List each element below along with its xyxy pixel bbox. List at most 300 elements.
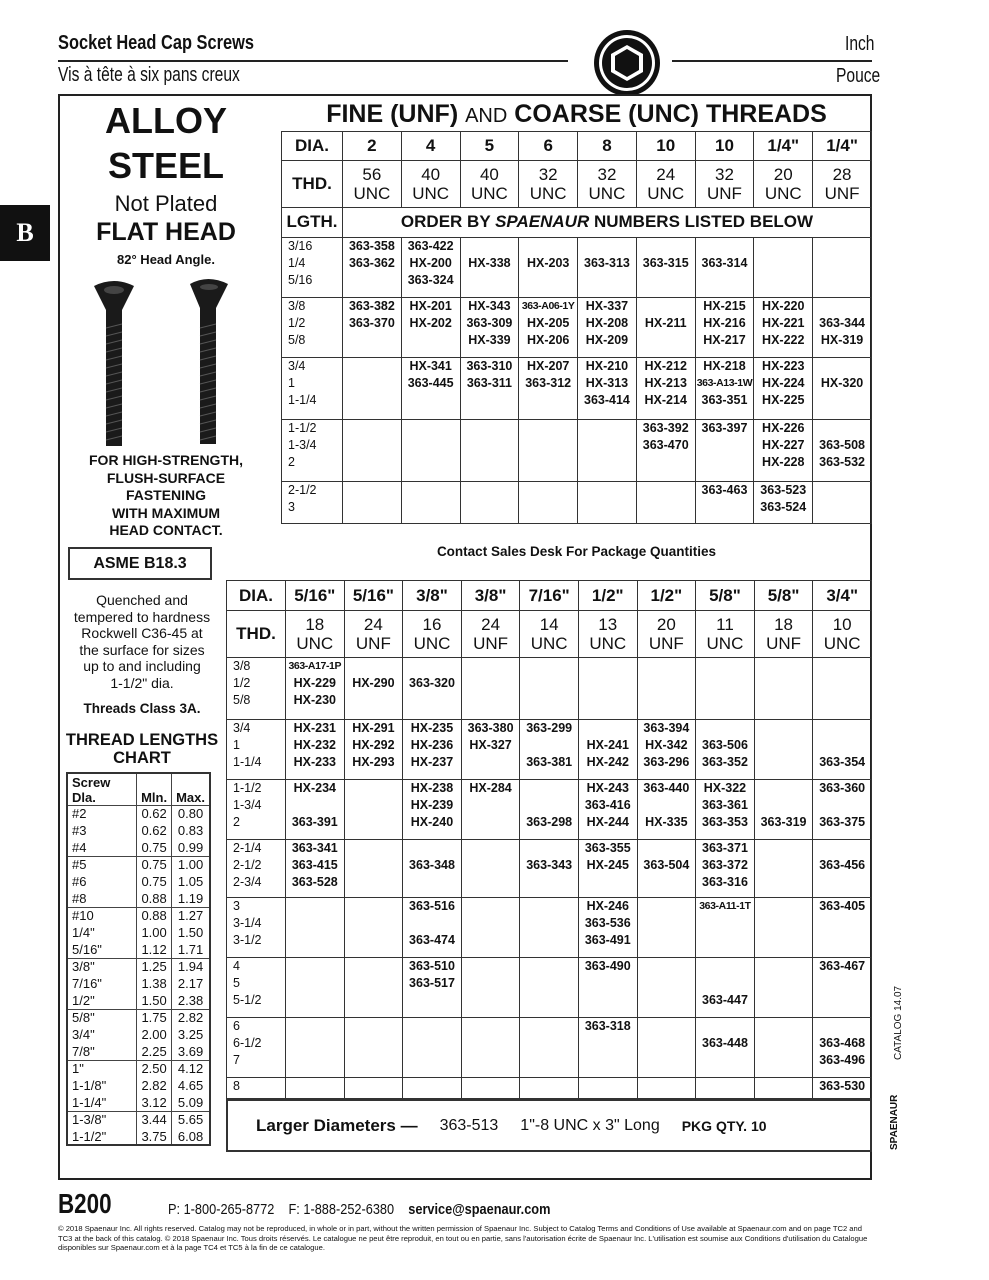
part-number-cell <box>519 297 578 357</box>
part-number-cell <box>813 481 872 523</box>
part-number-cell <box>344 1078 403 1100</box>
thread-header-line: UNC <box>823 634 861 653</box>
part-number[interactable]: 363-496 <box>819 1053 866 1067</box>
thread-header-line: 20 <box>656 615 676 634</box>
part-number[interactable]: HX-202 <box>409 315 452 330</box>
part-number <box>813 420 871 437</box>
part-number-cell <box>460 297 519 357</box>
part-number[interactable]: 363-360 <box>819 781 866 795</box>
table-title <box>282 98 872 131</box>
part-number[interactable]: HX-338 <box>468 255 511 270</box>
part-number[interactable]: 363-445 <box>407 375 454 390</box>
part-number[interactable]: 363-504 <box>643 858 690 872</box>
part-number[interactable]: 363-468 <box>819 1036 866 1050</box>
thread-header-line: UNF <box>766 634 802 653</box>
part-number[interactable]: 363-530 <box>819 1079 866 1093</box>
length-value: 5/8 <box>288 332 306 347</box>
part-number[interactable]: HX-343 <box>468 298 511 313</box>
part-number[interactable]: HX-223 <box>762 358 805 373</box>
chart-cell: 1-1/2" <box>67 1128 137 1145</box>
part-number-cell <box>519 481 578 523</box>
table-row <box>227 780 872 840</box>
part-number-cell <box>754 720 813 780</box>
chart-row <box>67 856 210 873</box>
footer-contact <box>168 1201 550 1218</box>
table-row <box>282 357 872 419</box>
part-number[interactable]: 363-506 <box>702 738 748 752</box>
part-number[interactable]: 363-312 <box>525 375 572 390</box>
part-number[interactable]: HX-210 <box>585 358 629 373</box>
part-number[interactable]: HX-319 <box>820 332 864 347</box>
part-number[interactable]: HX-238 <box>410 781 454 795</box>
chart-cell: 1.00 <box>137 924 172 941</box>
part-number[interactable]: HX-290 <box>352 676 395 690</box>
dia-header: 6 <box>519 131 578 160</box>
part-number <box>813 298 871 315</box>
thread-header-line: UNC <box>589 634 627 653</box>
part-number <box>813 840 871 857</box>
part-number[interactable]: 363-316 <box>702 875 748 889</box>
part-number-cell <box>636 357 695 419</box>
part-number[interactable]: 363-394 <box>643 721 690 735</box>
dia-header: 3/4" <box>813 581 872 611</box>
chart-title-line: THREAD LENGTHS <box>65 731 219 749</box>
part-number[interactable]: HX-220 <box>762 298 805 313</box>
chart-cell: 4.12 <box>172 1060 210 1077</box>
length-value: 8 <box>233 1079 240 1093</box>
part-number-cell <box>286 1018 345 1078</box>
part-number[interactable]: 363-375 <box>819 815 866 829</box>
table-row <box>282 419 872 481</box>
chart-cell: 5.09 <box>172 1094 210 1111</box>
part-number[interactable]: HX-207 <box>526 358 570 373</box>
thread-class: Threads Class 3A. <box>83 701 201 716</box>
part-number[interactable]: HX-208 <box>585 315 629 330</box>
thread-header-line: UNC <box>470 183 508 203</box>
part-number-cell <box>636 419 695 481</box>
part-number[interactable]: 363-352 <box>702 755 748 769</box>
part-number <box>286 797 344 814</box>
part-number[interactable]: 363-532 <box>819 454 865 469</box>
part-number[interactable]: 363-510 <box>409 959 455 973</box>
part-number[interactable]: 363-414 <box>584 392 630 407</box>
part-number[interactable]: HX-337 <box>585 298 629 313</box>
part-number[interactable]: HX-236 <box>410 738 454 752</box>
chart-cell: 1.38 <box>137 975 172 992</box>
part-number-cell <box>286 720 345 780</box>
part-number <box>578 238 636 255</box>
thread-header-line: 32 <box>538 164 558 184</box>
thread-header <box>754 160 813 207</box>
part-number[interactable]: HX-284 <box>469 781 512 795</box>
part-number-cell <box>520 958 579 1018</box>
part-number[interactable]: 363-298 <box>526 815 573 829</box>
part-number[interactable]: HX-233 <box>293 755 336 769</box>
part-number[interactable]: HX-201 <box>409 298 452 313</box>
part-number[interactable]: 363-391 <box>291 815 338 829</box>
part-number[interactable]: HX-241 <box>586 738 629 752</box>
part-number[interactable]: 363-370 <box>348 315 395 330</box>
part-number-cell <box>696 658 755 720</box>
part-number[interactable]: HX-234 <box>293 781 336 795</box>
part-number[interactable]: HX-339 <box>468 332 511 347</box>
thread-header-line: 16 <box>422 615 442 634</box>
part-number[interactable]: HX-215 <box>703 298 746 313</box>
part-number[interactable]: HX-229 <box>293 676 336 690</box>
part-number[interactable]: 363-354 <box>819 755 866 769</box>
chart-row <box>67 1077 210 1094</box>
part-number[interactable]: HX-222 <box>762 332 805 347</box>
part-number-cell <box>344 720 403 780</box>
flat-head-screw-image <box>88 278 248 450</box>
unit-label: Inch <box>845 33 875 55</box>
part-number[interactable]: HX-244 <box>586 815 629 829</box>
chart-cell: 0.62 <box>137 822 172 839</box>
dia-header: 2 <box>343 131 402 160</box>
part-number[interactable]: HX-225 <box>762 392 805 407</box>
part-number[interactable]: HX-211 <box>644 315 687 330</box>
part-number[interactable]: HX-203 <box>526 255 570 270</box>
chart-cell: 1.94 <box>172 958 210 975</box>
thread-header-line: 28 <box>832 164 852 184</box>
part-number[interactable]: HX-313 <box>585 375 629 390</box>
part-number[interactable]: 363-372 <box>702 858 748 872</box>
part-number[interactable]: HX-239 <box>410 798 454 812</box>
feature-line: FASTENING <box>125 487 207 503</box>
length-cell <box>227 658 286 720</box>
part-number[interactable]: HX-246 <box>586 899 629 913</box>
part-number[interactable]: HX-243 <box>586 781 629 795</box>
part-number[interactable]: 363-314 <box>701 255 748 270</box>
part-number[interactable]: HX-292 <box>352 738 395 752</box>
part-number-cell <box>636 237 695 297</box>
chart-group <box>67 1060 210 1111</box>
chart-cell: 3.12 <box>137 1094 172 1111</box>
part-number-cell <box>754 297 813 357</box>
part-number[interactable]: 363-324 <box>407 272 454 287</box>
thread-header-line: UNC <box>706 634 744 653</box>
part-number[interactable]: HX-205 <box>526 315 570 330</box>
part-number[interactable]: 363-448 <box>702 1036 748 1050</box>
part-number[interactable]: 363-523 <box>760 482 807 497</box>
part-number[interactable]: 363-528 <box>291 875 338 889</box>
part-number-cell <box>637 720 696 780</box>
part-number-cell <box>520 720 579 780</box>
length-cell <box>282 419 343 481</box>
part-number[interactable]: 363-536 <box>584 916 631 930</box>
dia-header: 4 <box>401 131 460 160</box>
part-number-cell <box>344 1018 403 1078</box>
part-number-cell <box>461 720 520 780</box>
part-number[interactable]: HX-293 <box>352 755 395 769</box>
part-number[interactable]: 363-310 <box>466 358 513 373</box>
thread-header-line: 20 <box>773 164 793 184</box>
part-number <box>813 797 871 814</box>
part-number[interactable]: HX-209 <box>585 332 629 347</box>
part-number-cell <box>403 1078 462 1100</box>
part-number[interactable]: HX-240 <box>410 815 454 829</box>
part-number[interactable]: 363-440 <box>643 781 690 795</box>
part-number-cell <box>461 1078 520 1100</box>
part-number[interactable]: 363-467 <box>819 959 866 973</box>
part-number-cell <box>637 1078 696 1100</box>
chart-header: Max. <box>172 773 210 805</box>
thread-header <box>343 160 402 207</box>
part-number[interactable]: 363-381 <box>526 755 573 769</box>
contact-note: Contact Sales Desk For Package Quantities <box>436 544 717 559</box>
part-number <box>579 720 637 737</box>
title-fine: FINE (UNF) <box>326 99 459 128</box>
part-number[interactable]: HX-322 <box>703 781 747 795</box>
part-number[interactable]: HX-200 <box>409 255 452 270</box>
part-number-cell <box>637 780 696 840</box>
larger-sizes-table <box>226 580 872 1100</box>
part-number <box>403 915 461 932</box>
length-value: 1-3/4 <box>288 437 317 452</box>
table-row <box>227 840 872 898</box>
chart-cell: 1.12 <box>137 941 172 958</box>
part-number-cell <box>578 720 637 780</box>
chart-cell: 1.27 <box>172 907 210 924</box>
treatment-line: the surface for sizes <box>79 641 205 658</box>
table-row <box>227 1078 872 1100</box>
part-number[interactable]: 363-343 <box>526 858 573 872</box>
catalog-version: CATALOG 14.07 <box>893 985 904 1060</box>
length-cell <box>227 1018 286 1078</box>
part-number[interactable]: HX-291 <box>352 721 395 735</box>
part-number[interactable]: 363-355 <box>584 841 631 855</box>
brand-text: SPAENAUR <box>495 212 590 231</box>
chart-cell: 3/4" <box>67 1026 137 1043</box>
part-number-cell <box>578 481 637 523</box>
part-number[interactable]: 363-463 <box>701 482 748 497</box>
part-number[interactable]: 363-470 <box>642 437 689 452</box>
part-number[interactable]: 363-397 <box>701 420 748 435</box>
part-number-cell <box>637 1018 696 1078</box>
length-value: 3/4 <box>288 358 306 373</box>
length-value: 1/2 <box>288 315 306 330</box>
part-number[interactable]: 363-351 <box>701 392 748 407</box>
part-number[interactable]: HX-230 <box>293 693 336 707</box>
part-number[interactable]: 363-341 <box>291 841 338 855</box>
page-subtitle: Vis à tête à six pans creux <box>58 64 240 86</box>
part-number[interactable]: 363-361 <box>702 798 748 812</box>
thread-header-line: 40 <box>421 164 441 184</box>
part-number-cell <box>343 419 402 481</box>
part-number[interactable]: HX-237 <box>410 755 454 769</box>
part-number[interactable]: 363-517 <box>409 976 455 990</box>
part-number[interactable]: HX-242 <box>586 755 629 769</box>
part-number[interactable]: HX-231 <box>293 721 336 735</box>
part-number[interactable]: 363-311 <box>466 375 512 390</box>
part-number <box>461 238 519 255</box>
part-number[interactable]: 363-382 <box>348 298 395 313</box>
part-number[interactable]: 363-490 <box>584 959 631 973</box>
chart-group <box>67 1111 210 1145</box>
part-number[interactable]: HX-217 <box>703 332 746 347</box>
part-number[interactable]: 363-422 <box>407 238 454 253</box>
head-angle: 82° Head Angle. <box>117 252 215 267</box>
part-number[interactable]: HX-228 <box>762 454 805 469</box>
part-number[interactable]: 363-474 <box>409 933 455 947</box>
thread-header <box>286 611 345 658</box>
part-number[interactable]: HX-235 <box>410 721 454 735</box>
part-number-cell <box>520 658 579 720</box>
chart-group <box>67 856 210 907</box>
treatment-line: up to and including <box>83 658 201 674</box>
part-number-cell <box>754 898 813 958</box>
part-number[interactable]: HX-216 <box>703 315 746 330</box>
chart-group <box>67 805 210 856</box>
part-number[interactable]: HX-341 <box>409 358 452 373</box>
length-value: 3-1/2 <box>233 933 262 947</box>
part-number[interactable]: HX-212 <box>644 358 687 373</box>
length-cell <box>227 720 286 780</box>
part-number-cell <box>695 297 754 357</box>
table-row <box>282 297 872 357</box>
part-number[interactable]: 363-319 <box>760 815 807 829</box>
length-value: 2-1/4 <box>233 841 262 855</box>
part-number[interactable]: 363-318 <box>584 1019 631 1033</box>
part-number-cell <box>461 1018 520 1078</box>
chart-cell: 2.38 <box>172 992 210 1009</box>
part-number[interactable]: 363-405 <box>819 899 866 913</box>
chart-row <box>67 975 210 992</box>
part-number[interactable]: 363-A13-1W <box>696 376 753 389</box>
chart-cell: 3.75 <box>137 1128 172 1145</box>
part-number[interactable]: HX-206 <box>526 332 570 347</box>
part-number <box>519 238 577 255</box>
thread-header-line: UNC <box>764 183 802 203</box>
part-number[interactable]: HX-227 <box>762 437 805 452</box>
larger-label: Larger Diameters — <box>256 1115 418 1135</box>
thread-header-line: 11 <box>716 615 734 634</box>
chart-row <box>67 1111 210 1128</box>
part-number[interactable]: 363-353 <box>702 815 748 829</box>
thread-header-line: 24 <box>363 615 383 634</box>
part-number[interactable]: HX-320 <box>820 375 864 390</box>
part-number[interactable]: 363-315 <box>642 255 689 270</box>
thread-header <box>813 611 872 658</box>
part-number[interactable]: 363-456 <box>819 858 866 872</box>
chart-row <box>67 1060 210 1077</box>
part-number[interactable]: 363-313 <box>584 255 630 270</box>
length-value: 1 <box>288 375 295 390</box>
thread-header-line: UNF <box>355 634 391 653</box>
part-number[interactable]: 363-491 <box>584 933 631 947</box>
part-number-cell <box>636 481 695 523</box>
part-number-cell <box>813 840 872 898</box>
length-cell <box>227 780 286 840</box>
part-number[interactable]: 363-524 <box>760 499 807 514</box>
part-number[interactable]: HX-335 <box>645 815 688 829</box>
part-number[interactable]: 363-A17-1P <box>288 660 342 672</box>
chart-cell: 0.75 <box>137 873 172 890</box>
part-number[interactable]: 363-320 <box>409 676 455 690</box>
part-number[interactable]: HX-245 <box>586 858 629 872</box>
part-number <box>638 840 696 857</box>
length-cell <box>227 958 286 1018</box>
chart-cell: 1-1/4" <box>67 1094 137 1111</box>
hex-socket-icon <box>592 28 662 98</box>
part-number[interactable]: HX-213 <box>644 375 687 390</box>
chart-cell: 7/8" <box>67 1043 137 1060</box>
dia-header: 3/8" <box>461 581 520 611</box>
part-number-cell <box>403 840 462 898</box>
part-number[interactable]: 363-447 <box>702 993 748 1007</box>
part-number[interactable]: 363-296 <box>643 755 690 769</box>
part-number[interactable]: 363-344 <box>819 315 865 330</box>
thread-header-line: 32 <box>597 164 617 184</box>
part-number-cell <box>520 1018 579 1078</box>
chart-cell: 4.65 <box>172 1077 210 1094</box>
features-text <box>60 452 272 540</box>
dia-header: 1/4" <box>813 131 872 160</box>
part-number[interactable]: 363-392 <box>642 420 689 435</box>
part-number-cell <box>754 1078 813 1100</box>
chart-cell: 1/2" <box>67 992 137 1009</box>
part-number[interactable]: HX-221 <box>762 315 805 330</box>
part-number[interactable]: 363-362 <box>348 255 395 270</box>
part-number[interactable]: 363-A11-1T <box>699 900 751 912</box>
part-number-cell <box>754 780 813 840</box>
chart-cell: 1-1/8" <box>67 1077 137 1094</box>
part-number-cell <box>460 419 519 481</box>
thread-header-line: UNC <box>296 634 334 653</box>
part-number-cell <box>695 357 754 419</box>
unit-label-fr: Pouce <box>836 65 881 87</box>
part-number[interactable]: 363-380 <box>467 721 514 735</box>
part-number[interactable]: 363-A06-1Y <box>521 299 575 312</box>
length-value: 1-1/2 <box>288 420 317 435</box>
chart-cell: 1.05 <box>172 873 210 890</box>
part-number-cell <box>520 780 579 840</box>
chart-cell: 0.83 <box>172 822 210 839</box>
order-by-note <box>343 207 872 237</box>
length-cell <box>282 481 343 523</box>
part-number[interactable]: 363-415 <box>291 858 338 872</box>
part-number[interactable]: 363-416 <box>584 798 631 812</box>
part-number[interactable]: HX-224 <box>762 375 805 390</box>
part-number[interactable]: HX-342 <box>645 738 688 752</box>
part-number[interactable]: 363-299 <box>526 721 573 735</box>
part-number[interactable]: 363-371 <box>702 841 748 855</box>
email-link[interactable]: service@spaenaur.com <box>408 1201 551 1218</box>
part-number <box>755 780 813 797</box>
part-number-cell <box>813 357 872 419</box>
part-number[interactable]: 363-348 <box>409 858 455 872</box>
part-number[interactable]: 363-516 <box>409 899 455 913</box>
part-number[interactable]: HX-232 <box>293 738 336 752</box>
part-number[interactable]: HX-327 <box>469 738 512 752</box>
thread-header <box>519 160 578 207</box>
chart-cell: 3/8" <box>67 958 137 975</box>
part-number[interactable]: HX-214 <box>644 392 687 407</box>
dia-header: 10 <box>695 131 754 160</box>
part-number[interactable]: 363-358 <box>348 238 395 253</box>
part-number[interactable]: HX-226 <box>762 420 805 435</box>
dia-header: 8 <box>578 131 637 160</box>
part-number <box>813 1018 871 1035</box>
chart-row <box>67 1043 210 1060</box>
part-number[interactable]: HX-218 <box>703 358 746 373</box>
length-value: 5/16 <box>288 272 313 287</box>
part-number-cell <box>696 1018 755 1078</box>
length-value: 2-3/4 <box>233 875 262 889</box>
part-number-cell <box>286 898 345 958</box>
part-number[interactable]: 363-309 <box>466 315 513 330</box>
part-number[interactable]: 363-508 <box>819 437 865 452</box>
